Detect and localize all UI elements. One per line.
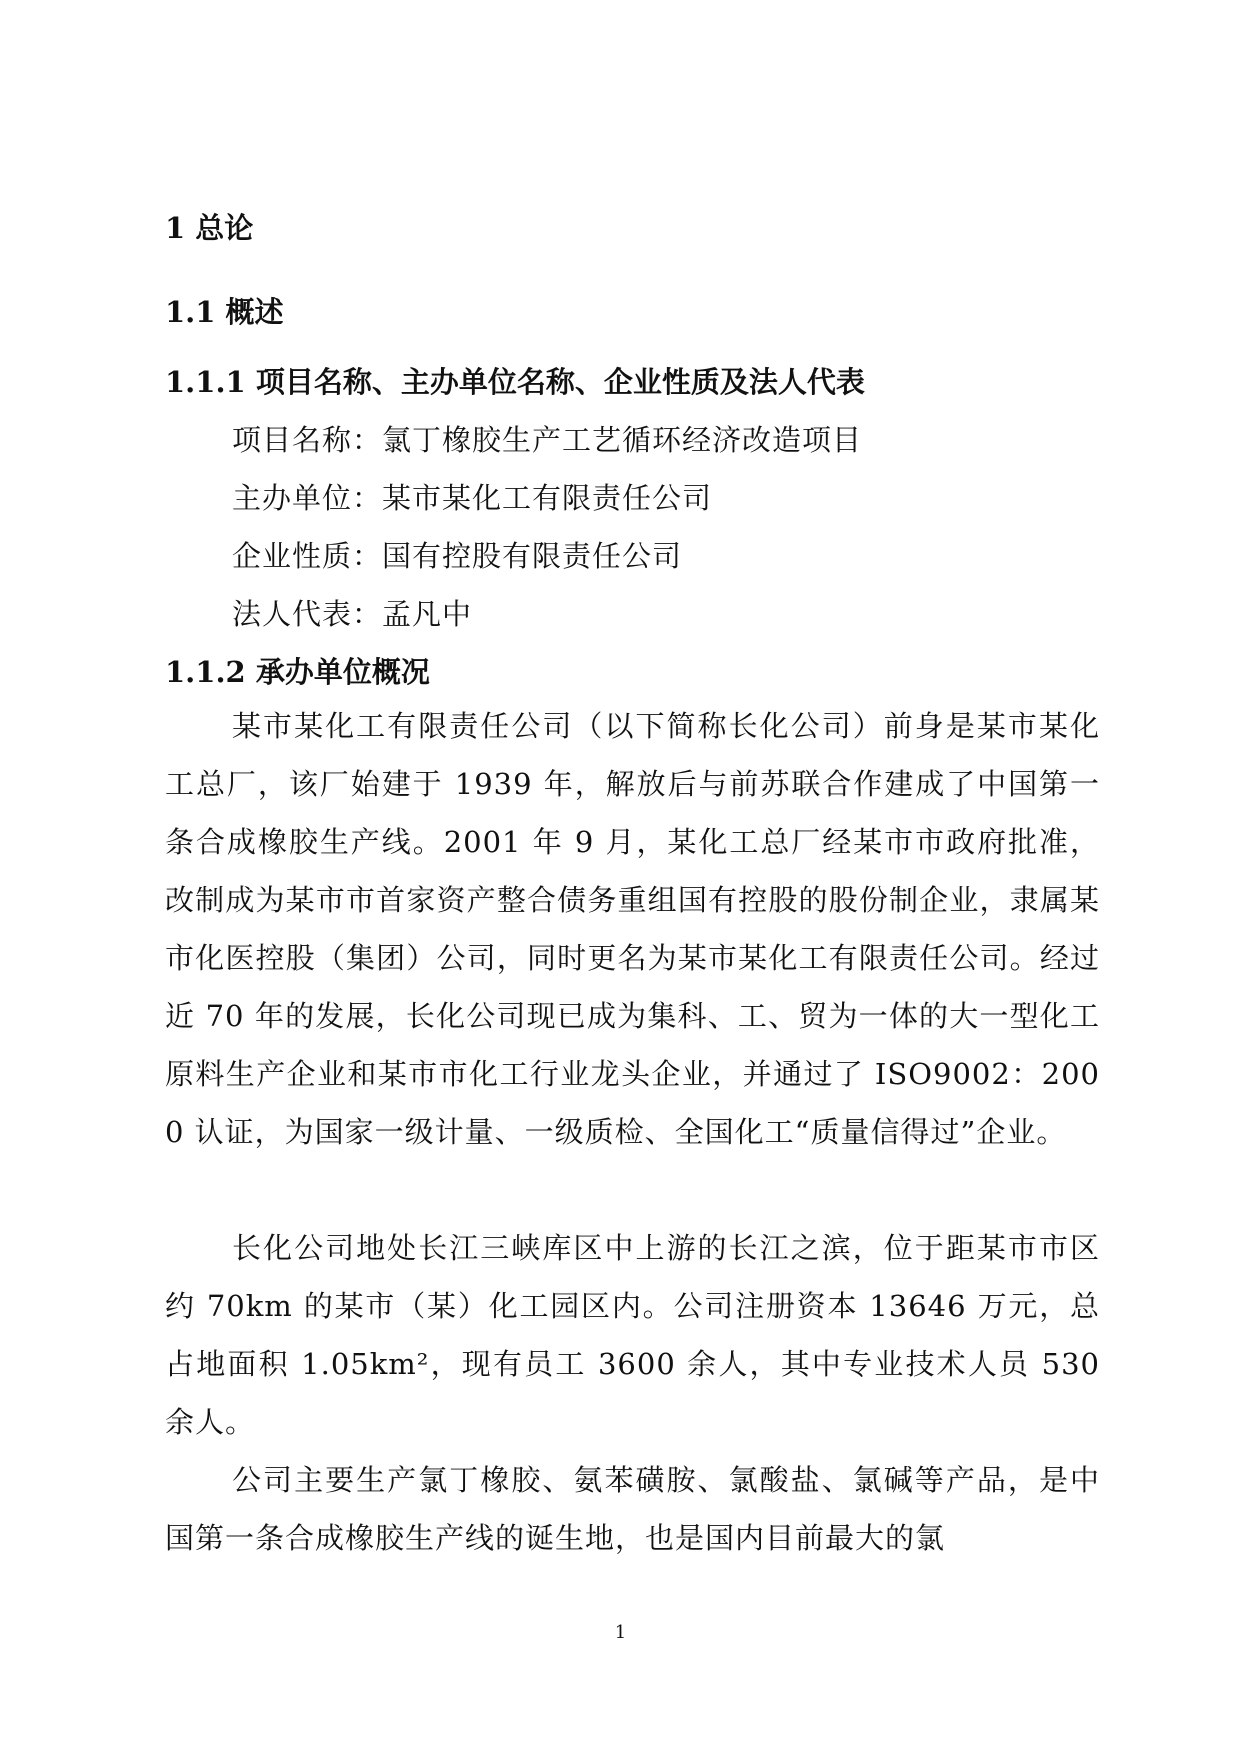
page-number: 1 bbox=[614, 1622, 627, 1643]
enterprise-nature-line: 企业性质：国有控股有限责任公司 bbox=[232, 539, 683, 573]
heading-section-1-1: 1.1 概述 bbox=[165, 295, 284, 329]
heading-chapter-1: 1 总论 bbox=[165, 211, 254, 245]
paragraph-company-history: 某市某化工有限责任公司（以下简称长化公司）前身是某市某化工总厂，该厂始建于 1939 年，解放后与前苏联合作建成了中国第一条合成橡胶生产线。2001 年 9 月，某化工总厂经某市市政府批准，改制成为某市市首家资产整合债务重组国有控股的股份制企业，隶属某市化医控股（集团）公司，同时更名为某市某化工有限责任公司。经过近 70 年的发展，长化公司现已成为集科、工、贸为一体的大一型化工原料生产企业和某市市化工行业龙头企业，并通过了 ISO9002：2000 认证，为国家一级计量、一级质检、全国化工“质量信得过”企业。 bbox=[165, 709, 1100, 1149]
heading-section-1-1-1: 1.1.1 项目名称、主办单位名称、企业性质及法人代表 bbox=[165, 365, 865, 399]
legal-representative-line: 法人代表：孟凡中 bbox=[232, 597, 473, 631]
sponsor-line: 主办单位：某市某化工有限责任公司 bbox=[232, 481, 713, 515]
paragraph-company-products: 公司主要生产氯丁橡胶、氨苯磺胺、氯酸盐、氯碱等产品，是中国第一条合成橡胶生产线的诞生地，也是国内目前最大的氯 bbox=[165, 1463, 1100, 1555]
paragraph-company-location: 长化公司地处长江三峡库区中上游的长江之滨，位于距某市市区约 70km 的某市（某）化工园区内。公司注册资本 13646 万元，总占地面积 1.05km²，现有员工 3600 余人，其中专业技术人员 530 余人。 bbox=[165, 1231, 1100, 1439]
project-name-line: 项目名称：氯丁橡胶生产工艺循环经济改造项目 bbox=[232, 423, 863, 457]
heading-section-1-1-2: 1.1.2 承办单位概况 bbox=[165, 655, 430, 689]
